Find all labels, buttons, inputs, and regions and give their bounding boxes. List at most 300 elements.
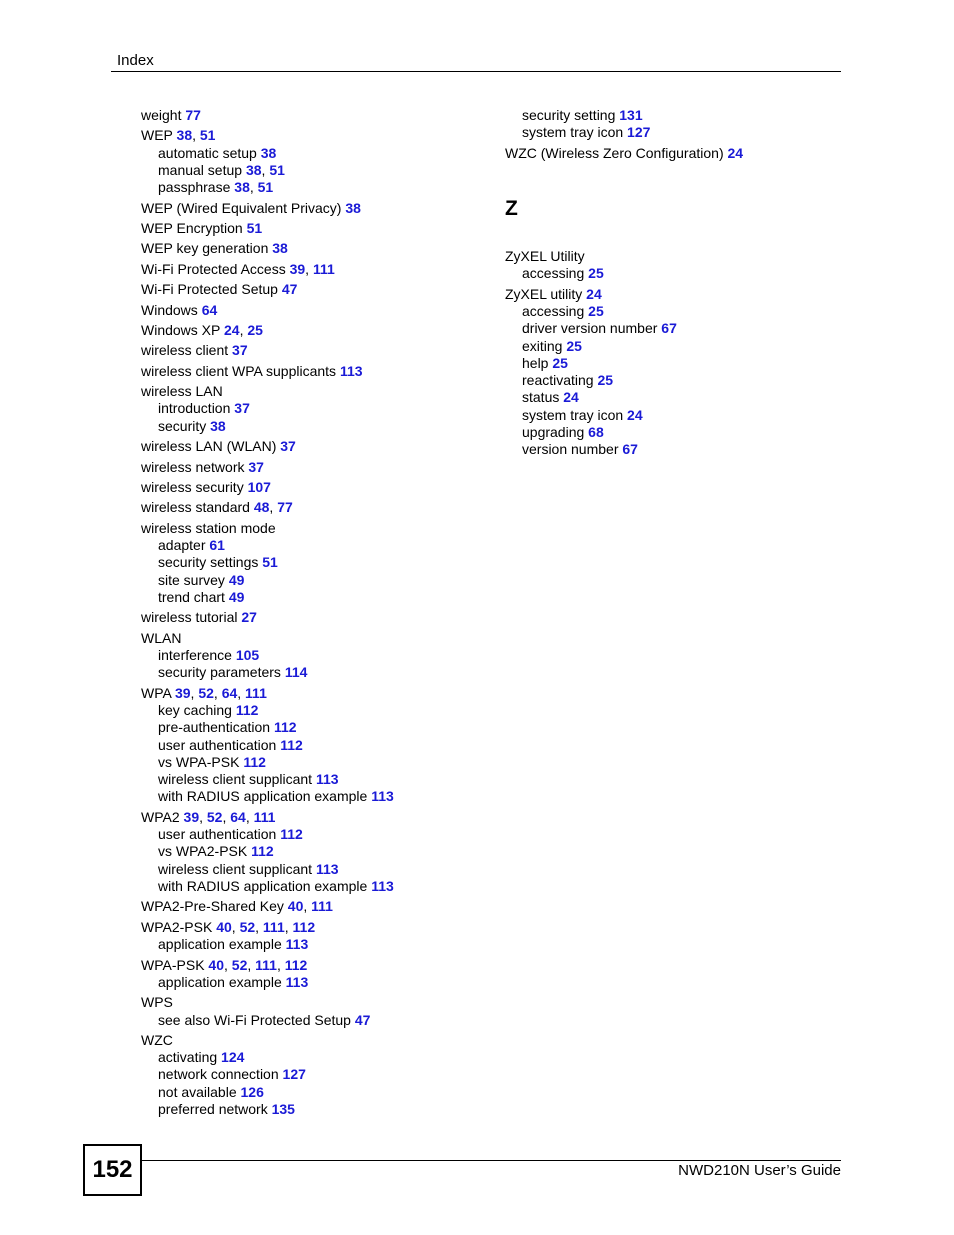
page-number: 152 bbox=[92, 1156, 133, 1183]
page-references bbox=[286, 936, 309, 952]
page-references bbox=[288, 898, 333, 914]
page-link[interactable]: 25 bbox=[597, 372, 614, 389]
index-subentry bbox=[505, 124, 845, 141]
index-entry bbox=[141, 957, 491, 974]
page-references bbox=[248, 459, 264, 475]
index-term: reactivating bbox=[522, 372, 598, 389]
index-term: with RADIUS application example bbox=[158, 878, 372, 895]
page-link[interactable]: 77 bbox=[277, 499, 293, 516]
index-term: Windows XP bbox=[141, 322, 224, 339]
index-subentry bbox=[141, 936, 491, 953]
index-subentry bbox=[505, 372, 845, 389]
index-term: wireless client bbox=[141, 342, 233, 359]
page-link[interactable]: 114 bbox=[284, 664, 308, 681]
page-link[interactable]: 37 bbox=[232, 342, 248, 359]
index-term: security bbox=[158, 417, 211, 434]
page-link[interactable]: 38 bbox=[345, 199, 361, 216]
page-link[interactable]: 38 bbox=[234, 179, 250, 196]
page-separator: , bbox=[239, 322, 248, 339]
index-entry bbox=[141, 1032, 491, 1049]
page-references bbox=[210, 418, 226, 434]
index-term: wireless LAN bbox=[141, 383, 223, 400]
index-term: wireless station mode bbox=[141, 519, 276, 536]
page-link[interactable]: 52 bbox=[206, 808, 223, 825]
page-link[interactable]: 51 bbox=[257, 179, 274, 196]
page-link[interactable]: 51 bbox=[246, 220, 263, 237]
page-link[interactable]: 112 bbox=[273, 719, 297, 736]
page-link[interactable]: 112 bbox=[284, 956, 308, 973]
index-entry bbox=[141, 438, 491, 455]
page-references bbox=[175, 685, 267, 701]
index-entry bbox=[141, 383, 491, 400]
page-link[interactable]: 77 bbox=[185, 107, 201, 123]
page-references bbox=[728, 145, 744, 161]
index-subentry bbox=[141, 1101, 491, 1118]
page-references bbox=[216, 919, 315, 935]
index-subentry bbox=[141, 974, 491, 991]
index-entry bbox=[141, 261, 491, 278]
page-references bbox=[283, 1066, 306, 1082]
page-link[interactable]: 127 bbox=[282, 1066, 306, 1083]
index-term: user authentication bbox=[158, 826, 281, 843]
header-divider bbox=[111, 71, 841, 72]
index-term: ZyXEL Utility bbox=[505, 247, 585, 264]
page-link[interactable]: 131 bbox=[619, 107, 643, 123]
index-entries-right-top bbox=[505, 107, 845, 162]
index-subentry bbox=[505, 407, 845, 424]
index-entry bbox=[141, 520, 491, 537]
index-entries-z bbox=[505, 248, 845, 459]
index-subentry bbox=[141, 647, 491, 664]
page-references bbox=[236, 647, 259, 663]
index-entry bbox=[141, 630, 491, 647]
page-separator: , bbox=[245, 808, 254, 825]
index-term: security parameters bbox=[158, 664, 285, 681]
index-term: wireless network bbox=[141, 458, 249, 475]
index-term: see also Wi-Fi Protected Setup bbox=[158, 1011, 355, 1028]
page-link[interactable]: 111 bbox=[255, 956, 277, 973]
index-entry bbox=[141, 809, 491, 826]
index-column-right bbox=[505, 107, 845, 459]
index-term: wireless security bbox=[141, 478, 248, 495]
index-subentry bbox=[141, 554, 491, 571]
index-term: driver version number bbox=[522, 320, 662, 337]
page-separator: , bbox=[231, 918, 240, 935]
page-link[interactable]: 112 bbox=[235, 701, 259, 718]
index-term: vs WPA2-PSK bbox=[158, 843, 252, 860]
page-references bbox=[316, 771, 339, 787]
page-link[interactable]: 51 bbox=[269, 161, 285, 178]
index-subentry bbox=[141, 826, 491, 843]
page-references bbox=[316, 861, 339, 877]
page-references bbox=[622, 441, 638, 457]
page-link[interactable]: 67 bbox=[661, 320, 677, 337]
page-references bbox=[254, 499, 293, 515]
index-subentry bbox=[141, 1049, 491, 1066]
index-term: site survey bbox=[158, 571, 229, 588]
index-term: WEP bbox=[141, 127, 177, 144]
index-term: WPA-PSK bbox=[141, 956, 209, 973]
page-references bbox=[234, 400, 250, 416]
page-link[interactable]: 25 bbox=[588, 265, 604, 282]
page-references bbox=[247, 220, 263, 236]
page-link[interactable]: 47 bbox=[354, 1011, 371, 1028]
index-subentry bbox=[141, 1012, 491, 1029]
index-entry bbox=[141, 302, 491, 319]
page-references bbox=[272, 240, 288, 256]
index-subentry bbox=[505, 424, 845, 441]
page-references bbox=[371, 788, 394, 804]
index-term: accessing bbox=[522, 302, 589, 319]
page-link[interactable]: 111 bbox=[253, 808, 276, 825]
index-entry bbox=[141, 342, 491, 359]
page-references bbox=[588, 424, 604, 440]
index-term: activating bbox=[158, 1049, 222, 1066]
page-separator: , bbox=[261, 161, 270, 178]
page-separator: , bbox=[255, 918, 263, 935]
index-subentry bbox=[505, 338, 845, 355]
index-entry bbox=[505, 248, 845, 265]
index-entry bbox=[141, 499, 491, 516]
page-references bbox=[280, 826, 303, 842]
page-separator: , bbox=[237, 684, 246, 701]
index-term: wireless standard bbox=[141, 499, 254, 516]
index-term: introduction bbox=[158, 400, 235, 417]
page-link[interactable]: 24 bbox=[563, 389, 579, 406]
page-link[interactable]: 112 bbox=[251, 843, 274, 860]
index-term: system tray icon bbox=[522, 406, 628, 423]
index-term: not available bbox=[158, 1083, 241, 1100]
index-term: help bbox=[522, 354, 553, 371]
page-link[interactable]: 105 bbox=[235, 647, 260, 663]
index-term: passphrase bbox=[158, 179, 235, 196]
index-term: WEP (Wired Equivalent Privacy) bbox=[141, 199, 346, 216]
page-link[interactable]: 48 bbox=[253, 499, 270, 516]
index-entry bbox=[141, 479, 491, 496]
index-term: pre-authentication bbox=[158, 719, 274, 736]
page-link[interactable]: 47 bbox=[281, 281, 298, 298]
page-link[interactable]: 38 bbox=[272, 240, 288, 257]
page-link[interactable]: 127 bbox=[627, 124, 651, 141]
index-term: WPS bbox=[141, 994, 173, 1011]
index-term: application example bbox=[158, 973, 286, 990]
index-term: Wi-Fi Protected Access bbox=[141, 260, 290, 277]
page-references bbox=[241, 1084, 264, 1100]
page-references bbox=[209, 537, 225, 553]
page-references bbox=[229, 589, 245, 605]
index-term: security settings bbox=[158, 554, 263, 571]
page-link[interactable]: 113 bbox=[285, 936, 309, 953]
index-subentry bbox=[505, 303, 845, 320]
page-link[interactable]: 113 bbox=[315, 771, 339, 788]
index-subentry bbox=[141, 771, 491, 788]
page-link[interactable]: 24 bbox=[727, 144, 744, 161]
index-subentry bbox=[141, 754, 491, 771]
index-term: with RADIUS application example bbox=[158, 788, 372, 805]
page-references bbox=[586, 286, 602, 302]
index-term: exiting bbox=[522, 337, 567, 354]
page-link[interactable]: 52 bbox=[239, 918, 256, 935]
page-link[interactable]: 64 bbox=[201, 301, 218, 318]
index-term: Windows bbox=[141, 301, 202, 318]
page-references bbox=[345, 200, 361, 216]
page-references bbox=[248, 479, 271, 495]
index-term: security setting bbox=[522, 107, 620, 123]
index-term: user authentication bbox=[158, 736, 281, 753]
index-term: wireless client supplicant bbox=[158, 860, 316, 877]
index-subentry bbox=[141, 1084, 491, 1101]
page-references bbox=[184, 809, 276, 825]
page-link[interactable]: 49 bbox=[228, 571, 245, 588]
page-separator: , bbox=[199, 808, 207, 825]
index-term: wireless LAN (WLAN) bbox=[141, 438, 281, 455]
page-references bbox=[202, 302, 218, 318]
index-subentry bbox=[505, 320, 845, 337]
index-term: application example bbox=[158, 936, 286, 953]
index-term: interference bbox=[158, 647, 236, 663]
index-term: weight bbox=[141, 107, 186, 123]
guide-title: NWD210N User’s Guide bbox=[678, 1162, 841, 1179]
page-link[interactable]: 112 bbox=[292, 918, 316, 935]
page-link[interactable]: 111 bbox=[245, 684, 267, 701]
page-separator: , bbox=[305, 260, 313, 277]
index-term: ZyXEL utility bbox=[505, 285, 587, 302]
page-link[interactable]: 51 bbox=[262, 554, 278, 571]
page-separator: , bbox=[192, 127, 200, 144]
page-separator: , bbox=[249, 179, 258, 196]
index-entry bbox=[141, 898, 491, 915]
page-link[interactable]: 113 bbox=[315, 860, 339, 877]
index-entry bbox=[141, 322, 491, 339]
index-subentry bbox=[141, 737, 491, 754]
page-link[interactable]: 40 bbox=[208, 956, 224, 973]
page-link[interactable]: 113 bbox=[371, 788, 394, 805]
index-entry bbox=[141, 107, 491, 124]
page-link[interactable]: 25 bbox=[588, 302, 604, 319]
index-entry bbox=[141, 240, 491, 257]
page-references bbox=[280, 737, 303, 753]
page-link[interactable]: 68 bbox=[588, 424, 604, 441]
index-term: key caching bbox=[158, 701, 236, 718]
page-references bbox=[371, 878, 394, 894]
page-link[interactable]: 52 bbox=[231, 956, 248, 973]
page-references bbox=[177, 127, 216, 143]
page-references bbox=[627, 407, 643, 423]
page-separator: , bbox=[190, 684, 199, 701]
page-references bbox=[563, 389, 579, 405]
page-link[interactable]: 38 bbox=[245, 161, 262, 178]
page-link[interactable]: 25 bbox=[247, 322, 263, 339]
page-references bbox=[272, 1101, 295, 1117]
page-link[interactable]: 107 bbox=[247, 478, 271, 495]
page-separator: , bbox=[224, 956, 232, 973]
page-link[interactable]: 24 bbox=[224, 322, 240, 339]
index-term: WEP Encryption bbox=[141, 220, 247, 237]
page-references bbox=[246, 162, 285, 178]
page-link[interactable]: 24 bbox=[586, 285, 602, 302]
index-term: status bbox=[522, 389, 564, 406]
page-link[interactable]: 39 bbox=[289, 260, 306, 277]
page-references bbox=[208, 957, 307, 973]
index-entry bbox=[505, 145, 845, 162]
index-term: WPA2 bbox=[141, 808, 184, 825]
page-link[interactable]: 37 bbox=[248, 458, 264, 475]
index-term: WEP key generation bbox=[141, 240, 273, 257]
page-number-box bbox=[83, 1144, 142, 1196]
page-references bbox=[619, 107, 642, 123]
index-term: manual setup bbox=[158, 161, 246, 178]
page-references bbox=[185, 107, 201, 123]
index-subentry bbox=[141, 1066, 491, 1083]
page-link[interactable]: 113 bbox=[339, 362, 363, 379]
page-link[interactable]: 113 bbox=[371, 878, 394, 895]
index-term: network connection bbox=[158, 1066, 283, 1083]
page-references bbox=[234, 179, 273, 195]
page-references bbox=[286, 974, 309, 990]
page-references bbox=[221, 1049, 244, 1065]
page-references bbox=[236, 702, 259, 718]
page-separator: , bbox=[284, 918, 293, 935]
page-separator: , bbox=[276, 956, 285, 973]
page-link[interactable]: 37 bbox=[280, 438, 296, 455]
page-references bbox=[355, 1012, 371, 1028]
index-entry bbox=[141, 281, 491, 298]
page-link[interactable]: 111 bbox=[312, 260, 335, 277]
page-link[interactable]: 135 bbox=[271, 1101, 295, 1118]
index-subentry bbox=[141, 418, 491, 435]
index-subentry bbox=[141, 589, 491, 606]
page-link[interactable]: 39 bbox=[183, 808, 200, 825]
index-term: accessing bbox=[522, 265, 589, 282]
page-separator: , bbox=[303, 898, 312, 915]
index-entry bbox=[141, 994, 491, 1011]
index-entry bbox=[141, 127, 491, 144]
index-subentry bbox=[505, 265, 845, 282]
page-link[interactable]: 39 bbox=[174, 684, 191, 701]
page-link[interactable]: 25 bbox=[566, 337, 582, 354]
page-link[interactable]: 38 bbox=[260, 144, 277, 161]
index-term: WPA2-PSK bbox=[141, 918, 217, 935]
index-entry bbox=[141, 609, 491, 626]
page-references bbox=[229, 572, 245, 588]
page-link[interactable]: 112 bbox=[280, 736, 303, 753]
page-references bbox=[232, 342, 248, 358]
page-link[interactable]: 111 bbox=[311, 898, 333, 915]
index-term: trend chart bbox=[158, 588, 229, 605]
page-link[interactable]: 24 bbox=[627, 406, 643, 423]
page-link[interactable]: 126 bbox=[240, 1083, 264, 1100]
page-link[interactable]: 111 bbox=[262, 918, 285, 935]
index-term: WZC (Wireless Zero Configuration) bbox=[505, 144, 728, 161]
index-term: WPA bbox=[141, 684, 175, 701]
index-term: Wi-Fi Protected Setup bbox=[141, 281, 282, 298]
index-subentry bbox=[505, 355, 845, 372]
index-subentry bbox=[141, 719, 491, 736]
page-link[interactable]: 38 bbox=[176, 127, 193, 144]
index-term: automatic setup bbox=[158, 144, 261, 161]
index-subentry bbox=[141, 878, 491, 895]
index-term: wireless client supplicant bbox=[158, 771, 316, 788]
index-entry bbox=[141, 459, 491, 476]
page-link[interactable]: 25 bbox=[552, 354, 568, 371]
page-references bbox=[285, 664, 308, 680]
page-separator: , bbox=[222, 808, 231, 825]
page-link[interactable]: 112 bbox=[243, 753, 266, 770]
page-references bbox=[274, 719, 297, 735]
index-subentry bbox=[141, 572, 491, 589]
page-references bbox=[597, 372, 613, 388]
page-link[interactable]: 124 bbox=[221, 1049, 245, 1066]
index-entry bbox=[141, 919, 491, 936]
index-term: wireless tutorial bbox=[141, 609, 242, 626]
page-link[interactable]: 112 bbox=[280, 826, 303, 843]
index-subentry bbox=[141, 179, 491, 196]
page-link[interactable]: 52 bbox=[198, 684, 214, 701]
index-subentry bbox=[141, 861, 491, 878]
page-references bbox=[261, 145, 277, 161]
page-references bbox=[340, 363, 363, 379]
index-subentry bbox=[505, 389, 845, 406]
page-link[interactable]: 61 bbox=[209, 537, 225, 554]
index-term: wireless client WPA supplicants bbox=[141, 362, 340, 379]
index-term: system tray icon bbox=[522, 124, 628, 141]
page-link[interactable]: 51 bbox=[199, 127, 216, 144]
page-references bbox=[224, 322, 263, 338]
index-term: vs WPA-PSK bbox=[158, 753, 244, 770]
page-separator: , bbox=[247, 956, 256, 973]
page-link[interactable]: 113 bbox=[285, 973, 309, 990]
page-link[interactable]: 27 bbox=[241, 609, 257, 626]
page-references bbox=[241, 609, 257, 625]
page-link[interactable]: 40 bbox=[216, 918, 232, 935]
index-subentry bbox=[505, 107, 845, 124]
page-link[interactable]: 38 bbox=[210, 417, 226, 434]
index-entry bbox=[141, 685, 491, 702]
index-subentry bbox=[141, 537, 491, 554]
page-references bbox=[262, 554, 278, 570]
page-link[interactable]: 64 bbox=[221, 684, 238, 701]
page-references bbox=[282, 281, 298, 297]
index-term: version number bbox=[522, 441, 623, 458]
index-entry bbox=[141, 363, 491, 380]
index-column-left bbox=[141, 107, 491, 1118]
page-link[interactable]: 40 bbox=[287, 898, 304, 915]
page-separator: , bbox=[269, 499, 278, 516]
page-references bbox=[280, 438, 296, 454]
index-subentry bbox=[141, 145, 491, 162]
page-references bbox=[290, 261, 335, 277]
page-link[interactable]: 67 bbox=[622, 441, 638, 458]
index-term: WZC bbox=[141, 1031, 173, 1048]
index-term: upgrading bbox=[522, 424, 589, 441]
page-separator: , bbox=[213, 684, 222, 701]
page-link[interactable]: 37 bbox=[234, 400, 250, 417]
index-term: WPA2-Pre-Shared Key bbox=[141, 898, 288, 915]
page-link[interactable]: 49 bbox=[228, 588, 245, 605]
page-references bbox=[588, 265, 604, 281]
index-term: WLAN bbox=[141, 629, 182, 646]
page-header-title: Index bbox=[117, 52, 154, 69]
index-subentry bbox=[141, 400, 491, 417]
index-subentry bbox=[505, 441, 845, 458]
page-references bbox=[588, 303, 604, 319]
page-references bbox=[243, 754, 266, 770]
page-references bbox=[566, 338, 582, 354]
page-references bbox=[552, 355, 568, 371]
page-link[interactable]: 64 bbox=[230, 808, 246, 825]
page-references bbox=[627, 124, 650, 140]
index-term: adapter bbox=[158, 537, 210, 554]
